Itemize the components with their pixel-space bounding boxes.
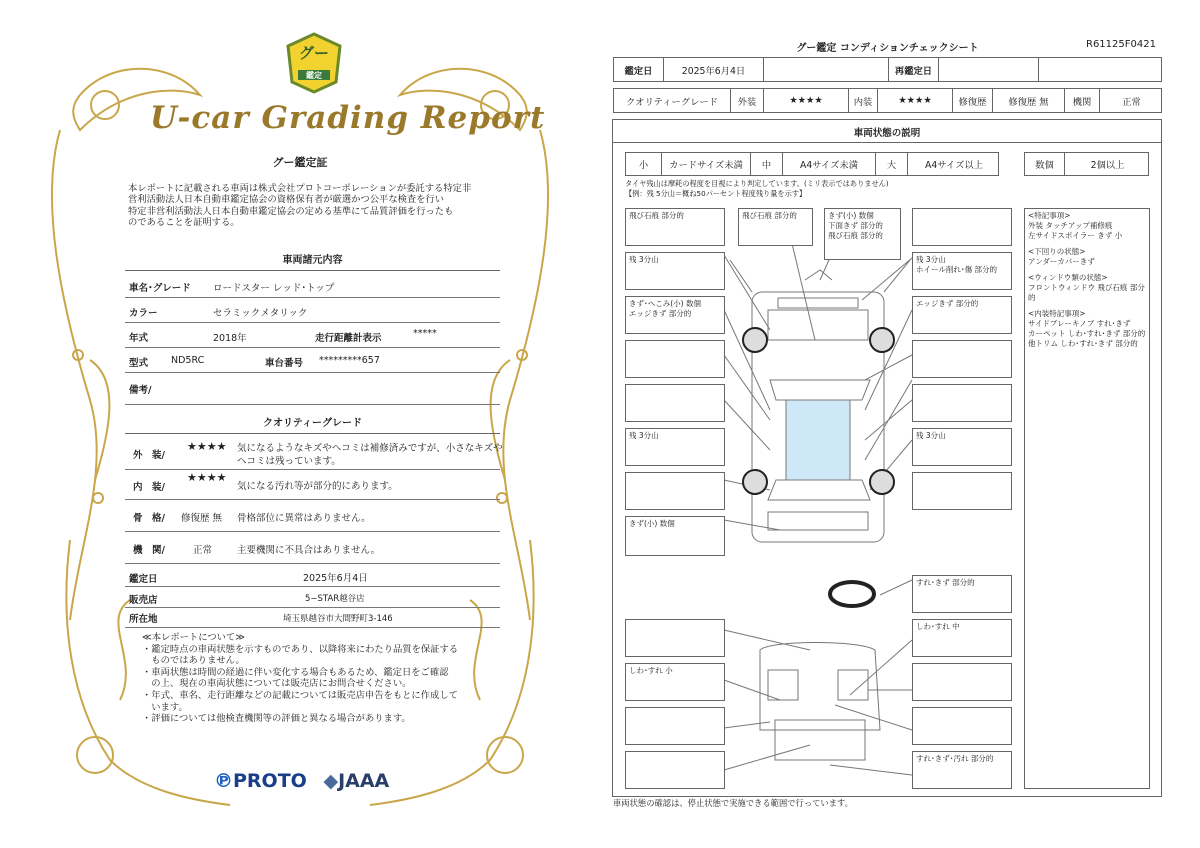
grade-row-engine: 機 関/ 正常 主要機関に不具合はありません。 — [125, 532, 500, 564]
spec-row-model: 型式 ND5RC 車台番号 *********657 — [125, 348, 500, 373]
intro-text: 本レポートに記載される車両は株式会社プロトコーポレーションが委託する特定非 営利活動法人日本自動車鑑定協会の資格保有者が厳選かつ公平な検査を行い 特定非営利活動法人日本自動車鑑定協会の定める基準にて品質評価を行ったも のであることを証明する。 — [128, 183, 472, 229]
jaaa-logo: JAAA — [338, 770, 390, 792]
floor-note: すれ･きず･汚れ 部分的 — [912, 751, 1012, 789]
goo-kantei-emblem — [286, 32, 342, 94]
certificate-title: グー鑑定証 — [272, 156, 328, 169]
address-row: 所在地 埼玉県越谷市大間野町3-146 — [125, 608, 500, 628]
grade-heading: クオリティーグレード — [125, 414, 500, 434]
steering-wheel-icon — [830, 582, 874, 606]
interior-right-empty — [912, 663, 1012, 701]
rear-right-empty — [912, 472, 1012, 510]
front-center-note: 飛び石痕 部分的 — [738, 208, 813, 246]
spec-row-name: 車名･グレード ロードスター レッド･トップ — [125, 273, 500, 298]
appraisal-date-row: 鑑定日 2025年6月4日 — [125, 566, 500, 587]
proto-logo-icon: ℗ — [214, 770, 233, 792]
steering-note: すれ･きず 部分的 — [912, 575, 1012, 613]
grade-row-interior: 内 装/ ★★★★ 気になる汚れ等が部分的にあります。 — [125, 470, 500, 500]
date-row: 鑑定日 2025年6月4日 再鑑定日 — [613, 57, 1162, 82]
reference-number: R61125F0421 — [1086, 39, 1156, 50]
rear-left-empty — [625, 472, 725, 510]
specs-heading: 車両諸元内容 — [125, 251, 500, 271]
proto-logo: PROTO — [233, 770, 307, 792]
interior-left-empty-2 — [625, 707, 725, 745]
interior-left-empty-3 — [625, 751, 725, 789]
front-bumper-note: きず(小) 数個 下面きず 部分的 飛び石痕 部分的 — [824, 208, 901, 260]
rear-bumper-note: きず(小) 数個 — [625, 516, 725, 556]
condition-heading: 車両状態の説明 — [612, 119, 1162, 143]
check-sheet-title: グー鑑定 コンディションチェックシート — [796, 43, 979, 54]
left-interior-note: しわ･すれ 小 — [625, 663, 725, 701]
right-sill-empty — [912, 384, 1012, 422]
jaaa-logo-icon: ◆ — [323, 770, 339, 792]
interior-left-empty — [625, 619, 725, 657]
emblem-subtext: 鑑定 — [306, 71, 322, 80]
emblem-text: グー — [298, 44, 329, 62]
seat-note: しわ･すれ 中 — [912, 619, 1012, 657]
spec-row-color: カラー セラミックメタリック — [125, 298, 500, 323]
interior-right-empty-2 — [912, 707, 1012, 745]
rear-left-tire-note: 残 3分山 — [625, 428, 725, 466]
size-legend: 小 カードサイズ未満 中 A4サイズ未満 大 A4サイズ以上 — [625, 152, 999, 176]
front-right-empty — [912, 208, 1012, 246]
left-door-empty — [625, 340, 725, 378]
grade-row-frame: 骨 格/ 修復歴 無 骨格部位に異常はありません。 — [125, 500, 500, 532]
spec-row-remarks: 備考/ — [125, 373, 500, 405]
grade-row-exterior: 外 装/ ★★★★ 気になるようなキズやヘコミは補修済みですが、小さなキズや ヘコミは残っています。 — [125, 436, 500, 470]
special-notes-box: <特記事項> 外装 タッチアップ補修痕 左サイドスポイラー きず 小 <下回りの状態> アンダーカバーきず <ウィンドウ類の状態> フロントウィンドウ 飛び石痕 部分的 <内装特記事項> サイドブレーキノブ すれ･きず カーペット しわ･すれ･きず 部分的 他トリム しわ･すれ･きず 部分的 — [1024, 208, 1150, 789]
tire-note: タイヤ残山は摩耗の程度を目視により判定しています。(ミリ表示ではありません) — [625, 179, 889, 188]
front-right-tire-note: 残 3分山 ホイール削れ･傷 部分的 — [912, 252, 1012, 290]
quality-grade-row: クオリティーグレード 外装 ★★★★ 内装 ★★★★ 修復歴 修復歴 無 機関 正常 — [613, 88, 1162, 113]
right-fender-note: エッジきず 部分的 — [912, 296, 1012, 334]
partner-logos — [214, 770, 389, 792]
right-door-empty — [912, 340, 1012, 378]
front-left-tire-note: 残 3分山 — [625, 252, 725, 290]
tire-example: 【例：残 5分山＝概ね50パーセント程度残り量を示す】 — [625, 189, 807, 198]
spec-row-year: 年式 2018年 走行距離計表示 ***** — [125, 323, 500, 348]
left-fender-note: きず･へこみ(小) 数個 エッジきず 部分的 — [625, 296, 725, 334]
count-legend: 数個 2個以上 — [1024, 152, 1149, 176]
dealer-row: 販売店 5−STAR越谷店 — [125, 587, 500, 608]
report-notes: ≪本レポートについて≫ ・鑑定時点の車両状態を示すものであり、以降将来にわたり品質を保証する ものではありません。 ・車両状態は時間の経過に伴い変化する場合もあるため、鑑定日をご確認 の上、現在の車両状態については販売店にお問合せください。 ・年式、車名、走行距離などの記載については販売店申告をもとに作成して います。 ・評価については他検査機関等の評価と異なる場合があります。 — [142, 632, 459, 725]
left-sill-empty — [625, 384, 725, 422]
rear-right-tire-note: 残 3分山 — [912, 428, 1012, 466]
front-left-note: 飛び石痕 部分的 — [625, 208, 725, 246]
footer-note: 車両状態の確認は、停止状態で実施できる範囲で行っています。 — [613, 798, 853, 808]
report-title: U-car Grading Report — [150, 100, 546, 136]
